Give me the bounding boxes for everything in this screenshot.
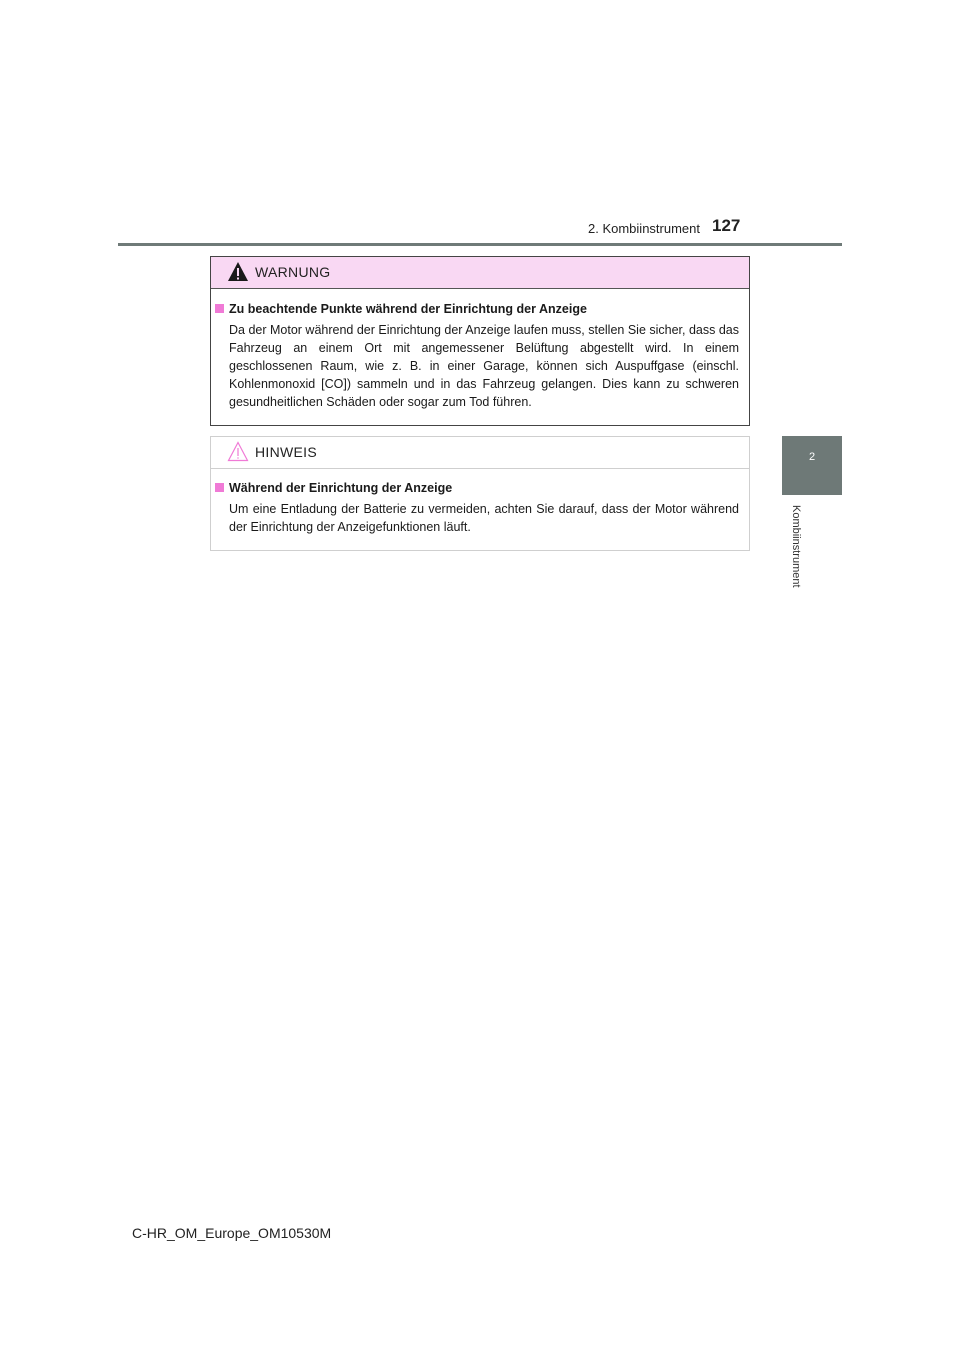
page-number: 127 [712,216,741,235]
header-section-title: 2. Kombiinstrument [588,221,700,236]
chapter-tab [782,436,842,495]
footer-document-code: C-HR_OM_Europe_OM10530M [132,1225,332,1241]
header-rule [118,243,842,246]
warning-triangle-filled-icon [227,261,249,282]
notice-heading-text: Während der Einrichtung der Anzeige [229,481,453,495]
notice-title: HINWEIS [255,444,317,460]
notice-triangle-outline-icon [227,441,249,462]
chapter-tab-number: 2 [808,451,816,463]
bullet-square-icon [215,304,224,313]
warning-item-body: Da der Motor während der Einrichtung der Anzeige laufen muss, stellen Sie sicher, dass das Fahrzeug an einem Ort mit angemessener Belüftung abgestellt wird. In einem geschlossenen Raum, wie z. B. in einer Garage, können sich Auspuffgase (einschl. Kohlenmonoxid [CO]) sammeln und in das Fahrzeug gelangen. Dies kann zu schweren gesundheitlichen Schäden oder sogar zum Tod führen. [229,323,739,409]
warning-box [210,256,750,426]
notice-box [210,436,750,551]
warning-title: WARNUNG [255,264,331,280]
bullet-square-icon [215,483,224,492]
notice-box-header [211,437,749,469]
notice-item-heading [215,481,452,495]
chapter-tab-label: Kombiinstrument [790,505,802,588]
warning-item-heading [215,302,587,316]
warning-heading-text: Zu beachtende Punkte während der Einrichtung der Anzeige [229,302,587,316]
notice-item-body: Um eine Entladung der Batterie zu vermeiden, achten Sie darauf, dass der Motor während der Einrichtung der Anzeigefunktionen läuft. [229,502,739,534]
warning-box-header [211,257,749,289]
